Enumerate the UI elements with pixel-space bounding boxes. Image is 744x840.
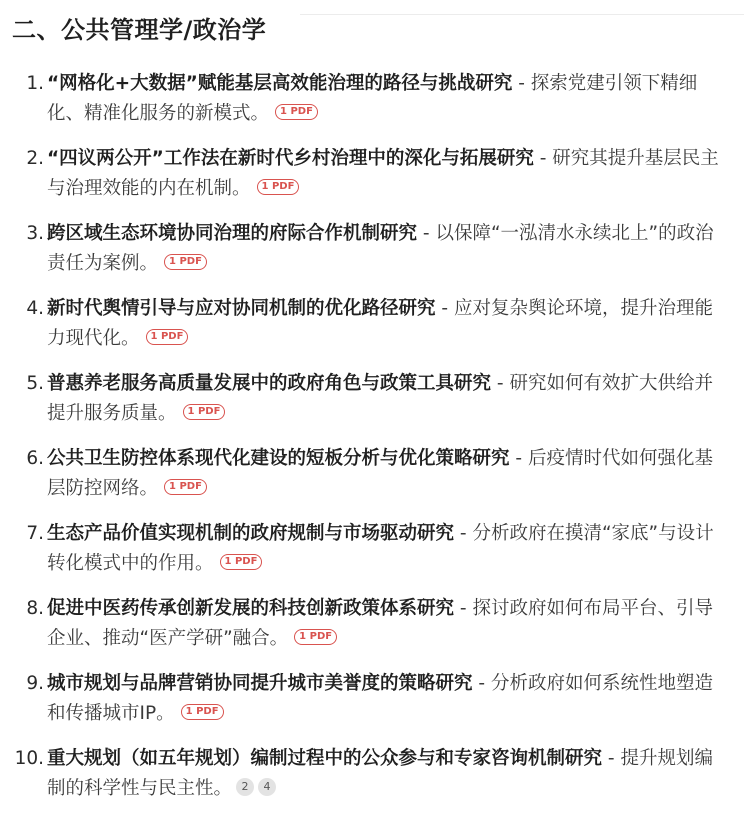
item-title: 城市规划与品牌营销协同提升城市美誉度的策略研究 bbox=[47, 673, 473, 694]
item-description: - 应对复杂舆论环境，提升治理能力现代化。 bbox=[47, 298, 713, 349]
item-description: - 研究其提升基层民主与治理效能的内在机制。 bbox=[47, 148, 719, 199]
item-title: 跨区域生态环境协同治理的府际合作机制研究 bbox=[47, 223, 418, 244]
item-description: - 探索党建引领下精细化、精准化服务的新模式。 bbox=[47, 73, 698, 124]
item-title: 重大规划（如五年规划）编制过程中的公众参与和专家咨询机制研究 bbox=[47, 748, 603, 769]
item-title: 新时代舆情引导与应对协同机制的优化路径研究 bbox=[47, 298, 436, 319]
pdf-source-badge[interactable]: 1 PDF bbox=[164, 479, 207, 495]
item-title: 公共卫生防控体系现代化建设的短板分析与优化策略研究 bbox=[47, 448, 510, 469]
item-title: 生态产品价值实现机制的政府规制与市场驱动研究 bbox=[47, 523, 455, 544]
item-title: “四议两公开”工作法在新时代乡村治理中的深化与拓展研究 bbox=[47, 148, 534, 169]
item-description: - 以保障“一泓清水永续北上”的政治责任为案例。 bbox=[47, 223, 714, 274]
list-item bbox=[0, 69, 744, 129]
item-number: 8. bbox=[26, 598, 44, 619]
item-description: - 提升规划编制的科学性与民主性。 bbox=[47, 748, 713, 799]
item-number: 5. bbox=[26, 373, 44, 394]
section-heading: 二、公共管理学/政治学 bbox=[12, 16, 267, 44]
item-number: 2. bbox=[26, 148, 44, 169]
item-number: 1. bbox=[26, 73, 44, 94]
item-description: - 后疫情时代如何强化基层防控网络。 bbox=[47, 448, 713, 499]
list-item bbox=[0, 369, 744, 429]
list-item bbox=[0, 219, 744, 279]
list-item bbox=[0, 144, 744, 204]
item-number: 10. bbox=[14, 748, 44, 769]
pdf-source-badge[interactable]: 1 PDF bbox=[257, 179, 300, 195]
pdf-source-badge[interactable]: 1 PDF bbox=[183, 404, 226, 420]
item-title: “网格化+大数据”赋能基层高效能治理的路径与挑战研究 bbox=[47, 73, 513, 94]
item-title: 普惠养老服务高质量发展中的政府角色与政策工具研究 bbox=[47, 373, 492, 394]
list-item bbox=[0, 669, 744, 729]
item-number: 3. bbox=[26, 223, 44, 244]
item-description: - 研究如何有效扩大供给并提升服务质量。 bbox=[47, 373, 713, 424]
citation-badge[interactable]: 2 bbox=[236, 778, 254, 796]
item-description: - 探讨政府如何布局平台、引导企业、推动“医产学研”融合。 bbox=[47, 598, 713, 649]
topic-list bbox=[0, 69, 744, 819]
pdf-source-badge[interactable]: 1 PDF bbox=[294, 629, 337, 645]
citation-badge[interactable]: 4 bbox=[258, 778, 276, 796]
pdf-source-badge[interactable]: 1 PDF bbox=[164, 254, 207, 270]
item-description: - 分析政府如何系统性地塑造和传播城市IP。 bbox=[47, 673, 713, 724]
list-item bbox=[0, 594, 744, 654]
top-divider bbox=[300, 14, 744, 15]
list-item bbox=[0, 519, 744, 579]
item-title: 促进中医药传承创新发展的科技创新政策体系研究 bbox=[47, 598, 455, 619]
list-item bbox=[0, 444, 744, 504]
item-number: 6. bbox=[26, 448, 44, 469]
item-number: 4. bbox=[26, 298, 44, 319]
pdf-source-badge[interactable]: 1 PDF bbox=[220, 554, 263, 570]
pdf-source-badge[interactable]: 1 PDF bbox=[181, 704, 224, 720]
item-description: - 分析政府在摸清“家底”与设计转化模式中的作用。 bbox=[47, 523, 714, 574]
pdf-source-badge[interactable]: 1 PDF bbox=[146, 329, 189, 345]
item-number: 9. bbox=[26, 673, 44, 694]
pdf-source-badge[interactable]: 1 PDF bbox=[275, 104, 318, 120]
item-number: 7. bbox=[26, 523, 44, 544]
list-item bbox=[0, 744, 744, 804]
list-item bbox=[0, 294, 744, 354]
